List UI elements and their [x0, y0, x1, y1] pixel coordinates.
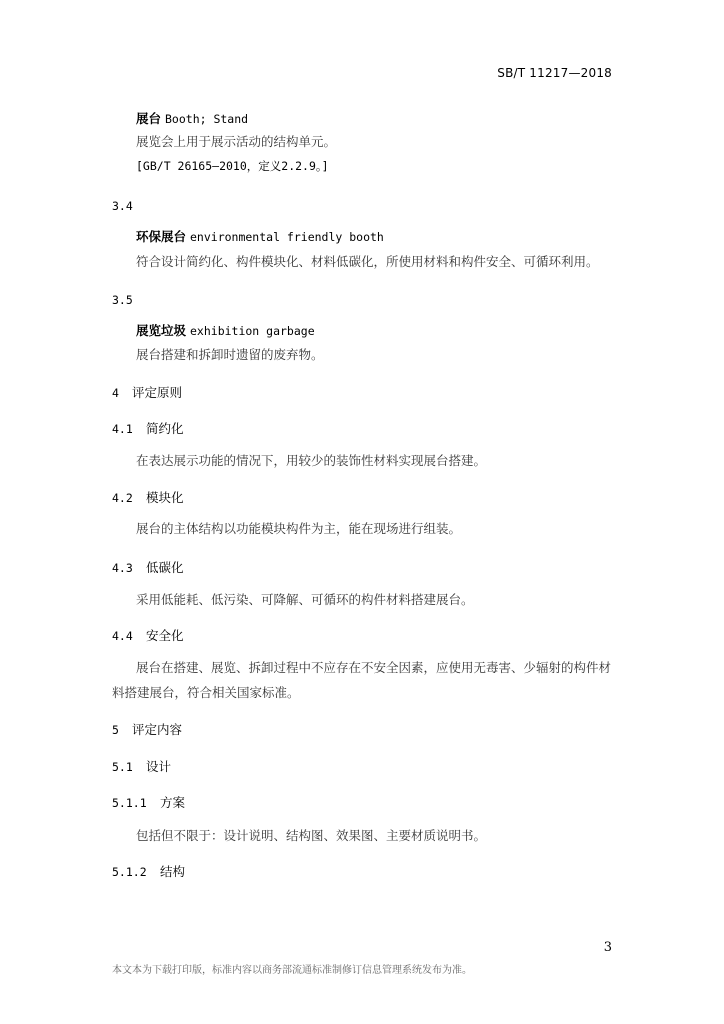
clause-number: 4.1 — [112, 422, 133, 436]
section-4-heading — [112, 385, 182, 401]
clause-title: 低碳化 — [146, 560, 184, 575]
term-en: exhibition garbage — [190, 324, 315, 338]
section-title: 评定内容 — [132, 722, 183, 737]
clause-4-4-text-line1: 展台在搭建、展览、拆卸过程中不应存在不安全因素，应使用无毒害、少辐射的构件材 — [136, 660, 612, 675]
clause-4-2-text: 展台的主体结构以功能模块构件为主，能在现场进行组装。 — [136, 521, 462, 536]
clause-title: 方案 — [160, 795, 186, 810]
clause-4-4-heading — [112, 628, 184, 644]
section-number: 5 — [112, 723, 119, 737]
clause-4-3-text: 采用低能耗、低污染、可降解、可循环的构件材料搭建展台。 — [136, 592, 474, 607]
term-zh: 展览垃圾 — [136, 323, 187, 338]
clause-title: 简约化 — [146, 421, 184, 436]
clause-number-3-4: 3.4 — [112, 199, 133, 213]
clause-title: 模块化 — [146, 490, 184, 505]
clause-number: 4.4 — [112, 629, 133, 643]
clause-4-1-heading — [112, 421, 184, 437]
definition-booth: 展览会上用于展示活动的结构单元。 — [136, 134, 337, 149]
term-en: environmental friendly booth — [190, 230, 384, 244]
clause-number: 5.1.1 — [112, 796, 147, 810]
clause-4-2-heading — [112, 490, 184, 506]
term-zh: 展台 — [136, 111, 162, 126]
source-booth: [GB/T 26165—2010，定义2.2.9。] — [136, 159, 329, 173]
term-booth — [136, 111, 248, 127]
clause-4-3-heading — [112, 560, 184, 576]
clause-number: 4.3 — [112, 561, 133, 575]
clause-number: 4.2 — [112, 491, 133, 505]
clause-title: 设计 — [146, 759, 172, 774]
section-title: 评定原则 — [132, 385, 183, 400]
clause-number: 5.1 — [112, 760, 133, 774]
clause-4-1-text: 在表达展示功能的情况下，用较少的装饰性材料实现展台搭建。 — [136, 453, 487, 468]
clause-title: 结构 — [160, 864, 186, 879]
section-5-heading — [112, 722, 182, 738]
term-zh: 环保展台 — [136, 229, 187, 244]
clause-5-1-heading — [112, 759, 171, 775]
clause-4-4-text-line2: 料搭建展台，符合相关国家标准。 — [112, 685, 300, 700]
section-number: 4 — [112, 386, 119, 400]
definition-environmental-booth: 符合设计简约化、构件模块化、材料低碳化，所使用材料和构件安全、可循环利用。 — [136, 254, 599, 269]
term-environmental-booth — [136, 229, 384, 245]
standard-code-header: SB/T 11217—2018 — [497, 66, 612, 80]
clause-5-1-2-heading — [112, 864, 185, 880]
term-en: Booth; Stand — [165, 112, 249, 126]
clause-number: 5.1.2 — [112, 865, 147, 879]
term-exhibition-garbage — [136, 323, 315, 339]
clause-number-3-5: 3.5 — [112, 293, 133, 307]
clause-5-1-1-heading — [112, 795, 185, 811]
definition-exhibition-garbage: 展台搭建和拆卸时遗留的废弃物。 — [136, 347, 324, 362]
footer-note: 本文本为下载打印版，标准内容以商务部流通标准制修订信息管理系统发布为准。 — [112, 965, 472, 976]
clause-5-1-1-text: 包括但不限于：设计说明、结构图、效果图、主要材质说明书。 — [136, 828, 487, 843]
page-number: 3 — [603, 940, 612, 955]
clause-title: 安全化 — [146, 628, 184, 643]
